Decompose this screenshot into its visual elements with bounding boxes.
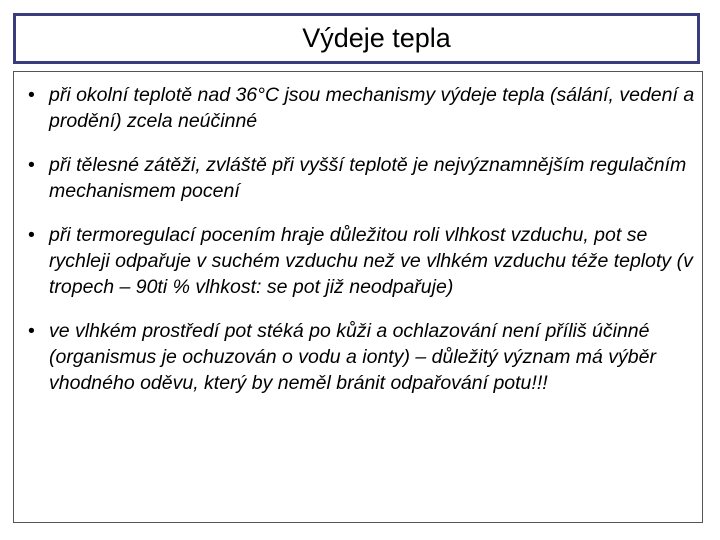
bullet-item-3 <box>28 222 696 300</box>
bullet-icon: • <box>28 154 35 176</box>
slide-title-box <box>13 13 700 64</box>
bullet-item-1 <box>28 82 696 134</box>
bullet-text: při okolní teplotě nad 36°C jsou mechanismy výdeje tepla (sálání, vedení a prodění) zcela neúčinné <box>49 84 695 132</box>
bullet-text: ve vlhkém prostředí pot stéká po kůži a ochlazování není příliš účinné (organismus je ochuzován o vodu a ionty) – důležitý význam má výběr vhodného oděvu, který by neměl bránit odpařování potu!!! <box>49 320 656 394</box>
slide-title: Výdeje tepla <box>302 23 451 53</box>
bullet-icon: • <box>28 320 35 342</box>
bullet-text: při tělesné zátěži, zvláště při vyšší teplotě je nejvýznamnějším regulačním mechanismem pocení <box>49 154 687 202</box>
bullet-item-4 <box>28 318 696 396</box>
bullet-list <box>28 82 696 414</box>
bullet-text: při termoregulací pocením hraje důležitou roli vlhkost vzduchu, pot se rychleji odpařuje v suchém vzduchu než ve vlhkém vzduchu téže teploty (v tropech – 90ti % vlhkost: se pot již neodpařuje) <box>49 224 693 298</box>
slide-content-box <box>13 71 703 523</box>
bullet-icon: • <box>28 224 35 246</box>
bullet-item-2 <box>28 152 696 204</box>
bullet-icon: • <box>28 84 35 106</box>
